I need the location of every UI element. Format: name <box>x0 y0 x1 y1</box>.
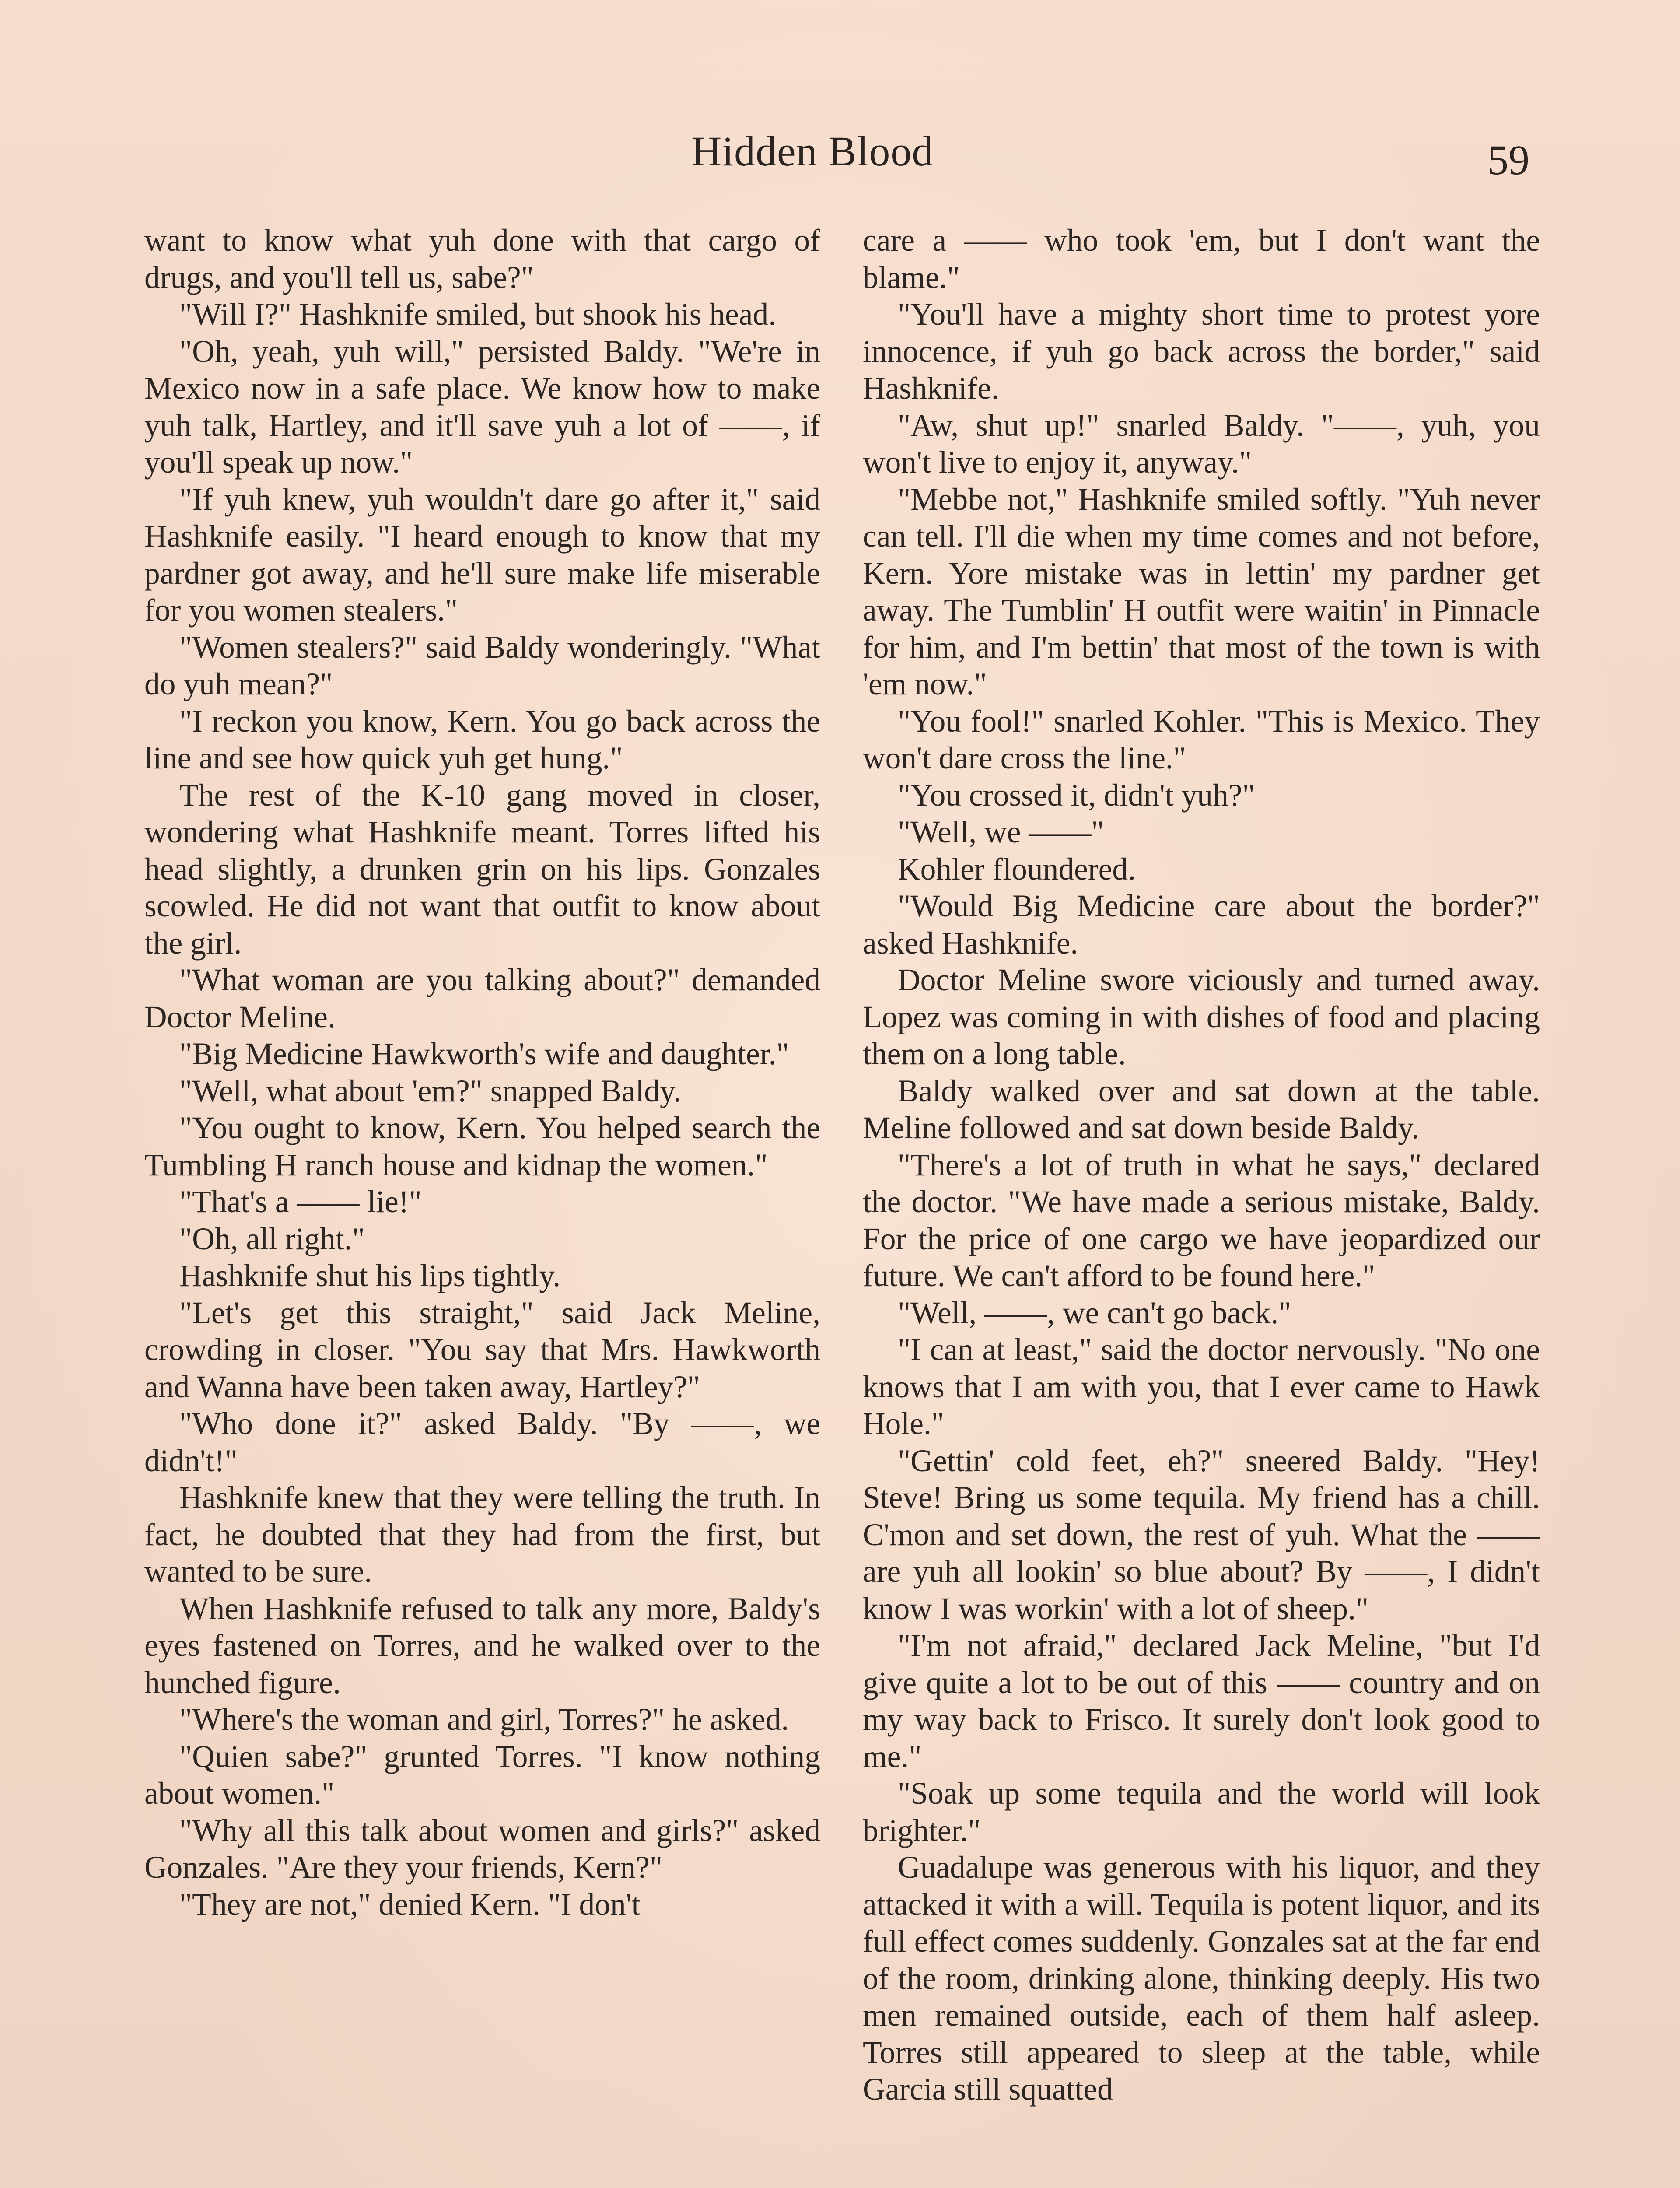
paragraph: "You ought to know, Kern. You helped search the Tumbling H ranch house and kidnap the women." <box>144 1111 820 1182</box>
paragraph: "That's a —— lie!" <box>179 1185 422 1219</box>
paragraph: "Well, what about 'em?" snapped Baldy. <box>179 1073 681 1108</box>
paragraph: "What woman are you talking about?" demanded Doctor Meline. <box>144 963 820 1034</box>
paragraph: "You fool!" snarled Kohler. "This is Mexico. They won't dare cross the line." <box>863 704 1540 775</box>
paragraph: "Big Medicine Hawkworth's wife and daughter." <box>179 1037 789 1071</box>
paragraph: Hashknife knew that they were telling the truth. In fact, he doubted that they had from the first, but wanted to be sure. <box>144 1480 820 1589</box>
paragraph: "Well, ——, we can't go back." <box>898 1295 1292 1330</box>
page-number: 59 <box>1488 137 1530 183</box>
paragraph: When Hashknife refused to talk any more, Baldy's eyes fastened on Torres, and he walked over to the hunched figure. <box>144 1591 820 1700</box>
paragraph: "Quien sabe?" grunted Torres. "I know nothing about women." <box>144 1739 820 1811</box>
paragraph: "They are not," denied Kern. "I don't <box>179 1887 640 1922</box>
paragraph: "Why all this talk about women and girls?" asked Gonzales. "Are they your friends, Kern?" <box>144 1813 820 1885</box>
paragraph: The rest of the K-10 gang moved in closer, wondering what Hashknife meant. Torres lifted his head slightly, a drunken grin on his lips. Gonzales scowled. He did not want that outfit to know about the girl. <box>144 778 820 961</box>
paragraph: "Who done it?" asked Baldy. "By ——, we didn't!" <box>144 1406 820 1478</box>
paragraph: Kohler floundered. <box>898 852 1136 887</box>
paragraph: care a —— who took 'em, but I don't want the blame." <box>863 223 1540 295</box>
paragraph: want to know what yuh done with that cargo of drugs, and you'll tell us, sabe?" <box>144 223 820 295</box>
right-column <box>863 222 1540 2108</box>
paragraph: "If yuh knew, yuh wouldn't dare go after it," said Hashknife easily. "I heard enough to know that my pardner got away, and he'll sure make life miserable for you women stealers." <box>144 482 820 628</box>
paragraph: "I reckon you know, Kern. You go back across the line and see how quick yuh get hung." <box>144 704 820 775</box>
paragraph: "Well, we ——" <box>898 815 1104 849</box>
paragraph: Hashknife shut his lips tightly. <box>179 1259 561 1293</box>
left-column <box>144 222 820 1923</box>
paragraph: "Women stealers?" said Baldy wonderingly. "What do yuh mean?" <box>144 630 820 701</box>
paragraph: "Will I?" Hashknife smiled, but shook his head. <box>179 297 777 332</box>
paragraph: "Mebbe not," Hashknife smiled softly. "Yuh never can tell. I'll die when my time comes and not before, Kern. Yore mistake was in lettin' my pardner get away. The Tumblin' H outfit were waitin' in Pinnacle for him, and I'm bettin' that most of the town is with 'em now." <box>863 482 1540 701</box>
paragraph: Doctor Meline swore viciously and turned away. Lopez was coming in with dishes of food and placing them on a long table. <box>863 963 1540 1071</box>
paragraph: Baldy walked over and sat down at the table. Meline followed and sat down beside Baldy. <box>863 1073 1540 1145</box>
running-head: Hidden Blood <box>691 128 934 175</box>
paragraph: Guadalupe was generous with his liquor, and they attacked it with a will. Tequila is potent liquor, and its full effect comes suddenly. Gonzales sat at the far end of the room, drinking alone, thinking deeply. His two men remained outside, each of them half asleep. Torres still appeared to sleep at the table, while Garcia still squatted <box>863 1850 1540 2107</box>
paragraph: "Gettin' cold feet, eh?" sneered Baldy. "Hey! Steve! Bring us some tequila. My friend has a chill. C'mon and set down, the rest of yuh. What the —— are yuh all lookin' so blue about? By ——, I didn't know I was workin' with a lot of sheep." <box>863 1443 1540 1626</box>
paragraph: "You'll have a mighty short time to protest yore innocence, if yuh go back across the border," said Hashknife. <box>863 297 1540 406</box>
paragraph: "Oh, all right." <box>179 1221 365 1256</box>
paragraph: "Soak up some tequila and the world will look brighter." <box>863 1776 1540 1848</box>
paragraph: "You crossed it, didn't yuh?" <box>898 778 1255 813</box>
paragraph: "Where's the woman and girl, Torres?" he asked. <box>179 1702 789 1737</box>
paragraph: "Oh, yeah, yuh will," persisted Baldy. "We're in Mexico now in a safe place. We know how to make yuh talk, Hartley, and it'll save yuh a lot of ——, if you'll speak up now." <box>144 334 820 480</box>
paragraph: "Would Big Medicine care about the border?" asked Hashknife. <box>863 889 1540 961</box>
paragraph: "I can at least," said the doctor nervously. "No one knows that I am with you, that I ever came to Hawk Hole." <box>863 1332 1540 1441</box>
paragraph: "Let's get this straight," said Jack Meline, crowding in closer. "You say that Mrs. Hawkworth and Wanna have been taken away, Hartley?" <box>144 1295 820 1404</box>
paragraph: "Aw, shut up!" snarled Baldy. "——, yuh, you won't live to enjoy it, anyway." <box>863 408 1540 480</box>
paragraph: "I'm not afraid," declared Jack Meline, "but I'd give quite a lot to be out of this —— country and on my way back to Frisco. It surely don't look good to me." <box>863 1628 1540 1774</box>
paragraph: "There's a lot of truth in what he says," declared the doctor. "We have made a serious mistake, Baldy. For the price of one cargo we have jeopardized our future. We can't afford to be found here." <box>863 1147 1540 1293</box>
